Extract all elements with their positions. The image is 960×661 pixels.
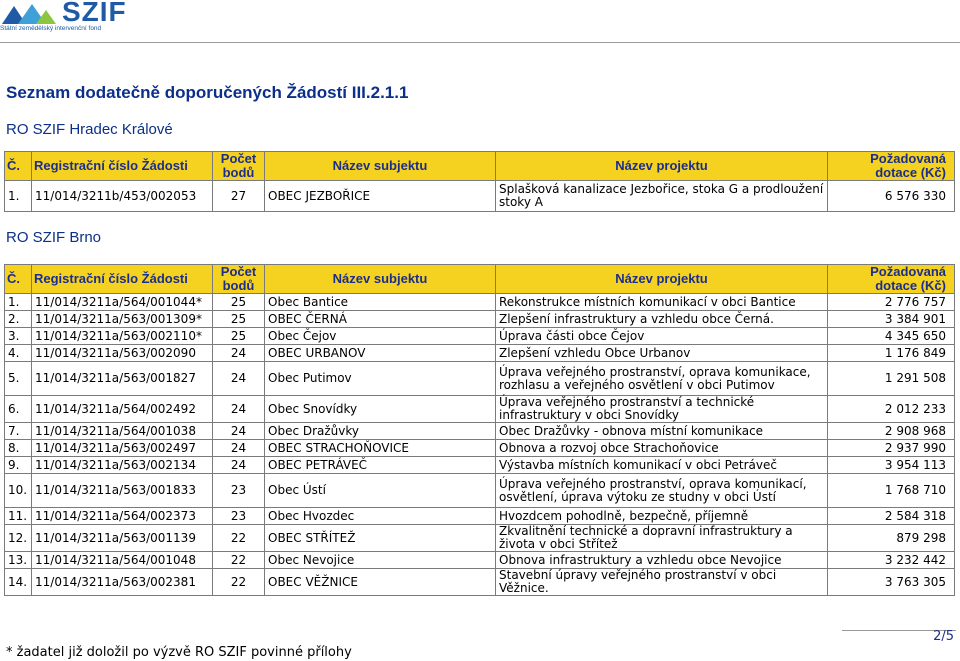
row-registration: 11/014/3211b/453/002053: [32, 181, 213, 212]
table-row: [5, 525, 955, 552]
row-subject: Obec Nevojice: [265, 552, 496, 569]
col-header-registration: Registrační číslo Žádosti: [32, 152, 213, 181]
row-subject: OBEC VĚŽNICE: [265, 569, 496, 596]
row-points: 24: [213, 345, 265, 362]
row-registration: 11/014/3211a/564/002492: [32, 396, 213, 423]
row-amount: 2 584 318: [828, 508, 955, 525]
page-title: Seznam dodatečně doporučených Žádostí III.2.1.1: [6, 83, 409, 102]
row-subject: Obec Ústí: [265, 474, 496, 508]
table-row: [5, 328, 955, 345]
row-number: 5.: [5, 362, 32, 396]
row-project: Úprava veřejného prostranství a technické infrastruktury v obci Snovídky: [496, 396, 828, 423]
region-title-hradec: RO SZIF Hradec Králové: [6, 121, 173, 138]
row-number: 11.: [5, 508, 32, 525]
row-registration: 11/014/3211a/563/002090: [32, 345, 213, 362]
row-points: 24: [213, 440, 265, 457]
row-subject: OBEC ČERNÁ: [265, 311, 496, 328]
header-divider: [0, 42, 960, 43]
row-points: 24: [213, 396, 265, 423]
row-project: Obnova infrastruktury a vzhledu obce Nevojice: [496, 552, 828, 569]
row-amount: 879 298: [828, 525, 955, 552]
logo-wordmark: SZIF: [62, 0, 127, 27]
col-header-subject: Název subjektu: [265, 265, 496, 294]
table-row: [5, 294, 955, 311]
table-row: [5, 569, 955, 596]
row-registration: 11/014/3211a/563/001827: [32, 362, 213, 396]
row-registration: 11/014/3211a/563/002381: [32, 569, 213, 596]
table-brno-body: [5, 294, 955, 596]
table-row: [5, 457, 955, 474]
row-project: Zlepšení infrastruktury a vzhledu obce Černá.: [496, 311, 828, 328]
row-number: 6.: [5, 396, 32, 423]
table-row: [5, 474, 955, 508]
table-row: [5, 362, 955, 396]
row-points: 25: [213, 311, 265, 328]
table-row: [5, 423, 955, 440]
col-header-amount: Požadovaná dotace (Kč): [828, 152, 955, 181]
row-subject: Obec Hvozdec: [265, 508, 496, 525]
row-number: 9.: [5, 457, 32, 474]
col-header-subject: Název subjektu: [265, 152, 496, 181]
table-row: [5, 440, 955, 457]
table-header-row: [5, 152, 955, 181]
table-hradec: [4, 151, 955, 212]
row-number: 7.: [5, 423, 32, 440]
col-header-registration: Registrační číslo Žádosti: [32, 265, 213, 294]
row-points: 23: [213, 474, 265, 508]
row-points: 25: [213, 294, 265, 311]
row-project: Splašková kanalizace Jezbořice, stoka G a prodloužení stoky A: [496, 181, 828, 212]
row-registration: 11/014/3211a/563/002497: [32, 440, 213, 457]
table-row: [5, 552, 955, 569]
row-project: Zlepšení vzhledu Obce Urbanov: [496, 345, 828, 362]
row-subject: Obec Dražůvky: [265, 423, 496, 440]
row-points: 22: [213, 552, 265, 569]
row-number: 13.: [5, 552, 32, 569]
row-amount: 2 908 968: [828, 423, 955, 440]
row-number: 8.: [5, 440, 32, 457]
footnote: * žadatel již doložil po výzvě RO SZIF povinné přílohy: [6, 645, 352, 660]
row-number: 4.: [5, 345, 32, 362]
row-project: Výstavba místních komunikací v obci Petráveč: [496, 457, 828, 474]
table-row: [5, 311, 955, 328]
row-points: 23: [213, 508, 265, 525]
row-number: 1.: [5, 181, 32, 212]
row-registration: 11/014/3211a/563/001139: [32, 525, 213, 552]
row-subject: OBEC PETRÁVEČ: [265, 457, 496, 474]
table-row: [5, 345, 955, 362]
row-project: Hvozdcem pohodlně, bezpečně, příjemně: [496, 508, 828, 525]
row-subject: OBEC JEZBOŘICE: [265, 181, 496, 212]
row-number: 2.: [5, 311, 32, 328]
row-amount: 1 291 508: [828, 362, 955, 396]
col-header-points: Počet bodů: [213, 152, 265, 181]
row-subject: Obec Bantice: [265, 294, 496, 311]
row-project: Rekonstrukce místních komunikací v obci Bantice: [496, 294, 828, 311]
row-points: 25: [213, 328, 265, 345]
row-amount: 2 012 233: [828, 396, 955, 423]
row-amount: 4 345 650: [828, 328, 955, 345]
row-points: 27: [213, 181, 265, 212]
table-row: [5, 508, 955, 525]
row-points: 24: [213, 457, 265, 474]
region-title-brno: RO SZIF Brno: [6, 229, 102, 246]
row-points: 22: [213, 569, 265, 596]
row-number: 12.: [5, 525, 32, 552]
row-project: Úprava veřejného prostranství, oprava komunikací, osvětlení, úprava výtoku ze studny v obci Ústí: [496, 474, 828, 508]
col-header-number: Č.: [5, 152, 32, 181]
col-header-amount: Požadovaná dotace (Kč): [828, 265, 955, 294]
row-amount: 6 576 330: [828, 181, 955, 212]
row-amount: 2 776 757: [828, 294, 955, 311]
row-amount: 1 768 710: [828, 474, 955, 508]
row-points: 24: [213, 362, 265, 396]
row-subject: OBEC URBANOV: [265, 345, 496, 362]
row-project: Úprava části obce Čejov: [496, 328, 828, 345]
row-subject: Obec Čejov: [265, 328, 496, 345]
logo-subtitle: Státní zemědělský intervenční fond: [0, 25, 102, 32]
row-subject: OBEC STRACHOŇOVICE: [265, 440, 496, 457]
col-header-number: Č.: [5, 265, 32, 294]
table-header-row: [5, 265, 955, 294]
col-header-points: Počet bodů: [213, 265, 265, 294]
row-project: Úprava veřejného prostranství, oprava komunikace, rozhlasu a veřejného osvětlení v obci Putimov: [496, 362, 828, 396]
row-registration: 11/014/3211a/564/001044*: [32, 294, 213, 311]
row-points: 24: [213, 423, 265, 440]
row-registration: 11/014/3211a/563/001309*: [32, 311, 213, 328]
row-number: 3.: [5, 328, 32, 345]
row-amount: 2 937 990: [828, 440, 955, 457]
page-number: 2/5: [933, 629, 954, 644]
table-row: [5, 396, 955, 423]
row-registration: 11/014/3211a/564/002373: [32, 508, 213, 525]
row-number: 1.: [5, 294, 32, 311]
row-registration: 11/014/3211a/563/002134: [32, 457, 213, 474]
row-amount: 3 232 442: [828, 552, 955, 569]
row-registration: 11/014/3211a/564/001038: [32, 423, 213, 440]
row-registration: 11/014/3211a/564/001048: [32, 552, 213, 569]
row-points: 22: [213, 525, 265, 552]
row-subject: Obec Putimov: [265, 362, 496, 396]
row-project: Zkvalitnění technické a dopravní infrastruktury a života v obci Střítež: [496, 525, 828, 552]
row-subject: OBEC STŘÍTEŽ: [265, 525, 496, 552]
row-registration: 11/014/3211a/563/001833: [32, 474, 213, 508]
col-header-project: Název projektu: [496, 265, 828, 294]
row-amount: 3 763 305: [828, 569, 955, 596]
row-number: 10.: [5, 474, 32, 508]
row-project: Obec Dražůvky - obnova místní komunikace: [496, 423, 828, 440]
row-project: Obnova a rozvoj obce Strachoňovice: [496, 440, 828, 457]
row-amount: 1 176 849: [828, 345, 955, 362]
row-subject: Obec Snovídky: [265, 396, 496, 423]
row-project: Stavební úpravy veřejného prostranství v obci Věžnice.: [496, 569, 828, 596]
table-row: [5, 181, 955, 212]
row-amount: 3 384 901: [828, 311, 955, 328]
table-brno: [4, 264, 955, 596]
col-header-project: Název projektu: [496, 152, 828, 181]
row-amount: 3 954 113: [828, 457, 955, 474]
row-number: 14.: [5, 569, 32, 596]
szif-logo: [0, 0, 160, 40]
row-registration: 11/014/3211a/563/002110*: [32, 328, 213, 345]
